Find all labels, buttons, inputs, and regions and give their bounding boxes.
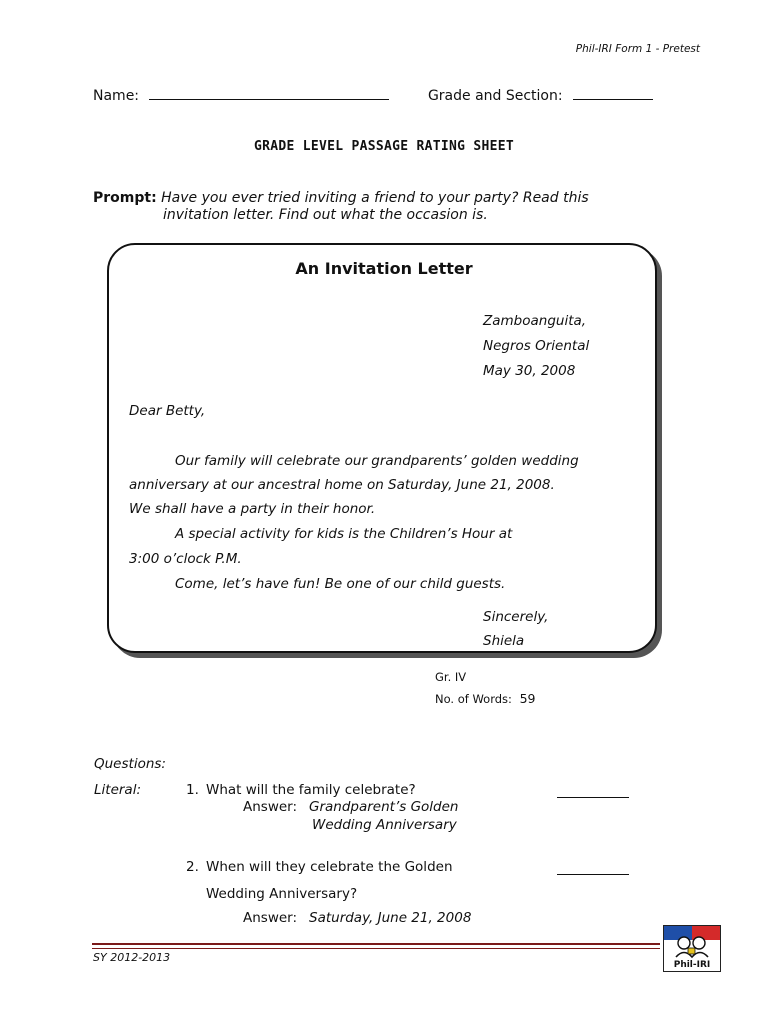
address-line-2: Negros Oriental <box>483 338 590 354</box>
question-1-text: What will the family celebrate? <box>206 782 416 798</box>
questions-heading: Questions: <box>94 756 166 772</box>
body-line-3: We shall have a party in their honor. <box>129 501 376 517</box>
footer-rule-thin <box>92 948 660 949</box>
word-count-value: 59 <box>519 691 536 706</box>
school-year: SY 2012-2013 <box>93 951 171 964</box>
answer-2-label: Answer: <box>243 910 298 926</box>
page-title: GRADE LEVEL PASSAGE RATING SHEET <box>253 139 515 154</box>
phil-iri-logo <box>663 925 721 972</box>
name-blank <box>149 98 389 100</box>
address-line-1: Zamboanguita, <box>483 313 587 329</box>
body-line-4: A special activity for kids is the Children’s Hour at <box>175 526 513 542</box>
letter-date: May 30, 2008 <box>483 363 576 379</box>
prompt-line-1: Have you ever tried inviting a friend to your party? Read this <box>161 190 589 206</box>
name-label: Name: <box>93 88 140 104</box>
signature: Shiela <box>483 633 525 649</box>
body-line-2: anniversary at our ancestral home on Saturday, June 21, 2008. <box>129 477 555 493</box>
footer-rule-thick <box>92 943 660 945</box>
question-2-text-line-2: Wedding Anniversary? <box>206 886 358 902</box>
question-1-number: 1. <box>186 782 199 798</box>
grade-level: Gr. IV <box>435 670 467 684</box>
answer-2-text: Saturday, June 21, 2008 <box>309 910 472 926</box>
body-line-1: Our family will celebrate our grandparents’ golden wedding <box>175 453 579 469</box>
word-count-label: No. of Words: <box>435 692 512 706</box>
closing: Sincerely, <box>483 609 549 625</box>
logo-text: Phil-IRI <box>673 960 711 970</box>
question-1-score-blank <box>557 796 629 798</box>
body-line-6: Come, let’s have fun! Be one of our child guests. <box>175 576 506 592</box>
word-count-row <box>435 691 535 706</box>
grade-section-label: Grade and Section: <box>427 88 563 104</box>
question-2-number: 2. <box>186 859 199 875</box>
letter-title: An Invitation Letter <box>295 259 473 278</box>
prompt-line-2: invitation letter. Find out what the occasion is. <box>163 207 488 223</box>
grade-section-blank <box>573 98 653 100</box>
salutation: Dear Betty, <box>129 403 206 419</box>
answer-1-label: Answer: <box>243 799 298 815</box>
question-category: Literal: <box>94 782 141 798</box>
answer-1-line-2: Wedding Anniversary <box>312 817 457 833</box>
body-line-5: 3:00 o’clock P.M. <box>129 551 242 567</box>
name-grade-row <box>93 88 653 104</box>
prompt <box>93 190 653 224</box>
question-2-text-line-1: When will they celebrate the Golden <box>206 859 453 875</box>
question-2-score-blank <box>557 873 629 875</box>
form-label: Phil-IRI Form 1 - Pretest <box>575 43 700 55</box>
answer-1-line-1: Grandparent’s Golden <box>309 799 459 815</box>
prompt-label: Prompt: <box>93 190 157 206</box>
